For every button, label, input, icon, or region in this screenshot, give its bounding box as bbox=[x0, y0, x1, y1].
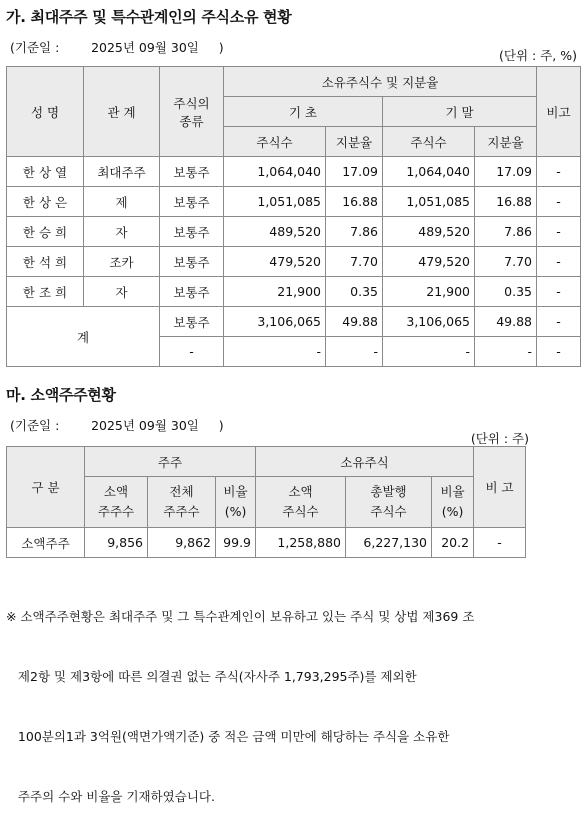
header-holders: 주주 bbox=[85, 447, 256, 477]
cell-begin-shares: - bbox=[224, 337, 326, 367]
cell-end-shares: 3,106,065 bbox=[383, 307, 475, 337]
total-label: 계 bbox=[7, 307, 160, 367]
cell-remark: - bbox=[537, 307, 581, 337]
cell-remark: - bbox=[537, 277, 581, 307]
header-issued-shares bbox=[346, 477, 432, 528]
table-row bbox=[7, 187, 581, 217]
header-total-holders-line2: 주주수 bbox=[163, 504, 200, 519]
cell-begin-ratio: 17.09 bbox=[326, 157, 383, 187]
header-end-ratio: 지분율 bbox=[475, 127, 537, 157]
total-row bbox=[7, 307, 581, 337]
cell-end-shares: - bbox=[383, 337, 475, 367]
section-1-unit: (단위 : 주, %) bbox=[499, 48, 577, 63]
footnote bbox=[6, 567, 474, 827]
section-2-unit: (단위 : 주) bbox=[470, 431, 529, 446]
cell-name: 한 조 희 bbox=[7, 277, 84, 307]
cell-end-shares: 21,900 bbox=[383, 277, 475, 307]
major-shareholder-table bbox=[6, 66, 581, 367]
header-issued-shares-line1: 총발행 bbox=[370, 484, 407, 499]
cell-name: 한 상 열 bbox=[7, 157, 84, 187]
cell-end-ratio: - bbox=[475, 337, 537, 367]
cell-minor-holders: 9,856 bbox=[85, 528, 148, 558]
section-1-title: 가. 최대주주 및 특수관계인의 주식소유 현황 bbox=[6, 8, 292, 26]
cell-begin-ratio: 16.88 bbox=[326, 187, 383, 217]
header-minor-holders-line1: 소액 bbox=[103, 484, 129, 499]
cell-relation: 최대주주 bbox=[84, 157, 160, 187]
header-category: 구 분 bbox=[7, 447, 85, 528]
header-total-holders-line1: 전체 bbox=[169, 484, 194, 499]
cell-type: 보통주 bbox=[160, 217, 224, 247]
cell-end-ratio: 7.86 bbox=[475, 217, 537, 247]
header-issued-shares-line2: 주식수 bbox=[370, 504, 407, 519]
cell-end-shares: 1,051,085 bbox=[383, 187, 475, 217]
cell-remark: - bbox=[537, 157, 581, 187]
cell-remark: - bbox=[537, 217, 581, 247]
table-row bbox=[7, 217, 581, 247]
section-1-base-date: (기준일 : 2025년 09월 30일 ) bbox=[10, 40, 224, 55]
header-begin-ratio: 지분율 bbox=[326, 127, 383, 157]
cell-remark: - bbox=[474, 528, 526, 558]
table-row bbox=[7, 528, 526, 558]
cell-remark: - bbox=[537, 337, 581, 367]
header-share-ratio-line1: 비율 bbox=[440, 484, 465, 499]
header-ownership: 소유주식수 및 지분율 bbox=[224, 67, 537, 97]
section-2-title: 마. 소액주주현황 bbox=[6, 386, 116, 404]
footnote-line: 100분의1과 3억원(액면가액기준) 중 적은 금액 미만에 해당하는 주식을 소유한 bbox=[6, 729, 450, 744]
header-stock-type-line1: 주식의 bbox=[173, 95, 210, 111]
cell-type: 보통주 bbox=[160, 307, 224, 337]
cell-issued-shares: 6,227,130 bbox=[346, 528, 432, 558]
header-stock-type bbox=[160, 67, 224, 157]
header-holder-ratio-line2: (%) bbox=[224, 504, 247, 519]
table-row bbox=[7, 157, 581, 187]
table-row bbox=[7, 247, 581, 277]
cell-end-ratio: 16.88 bbox=[475, 187, 537, 217]
cell-remark: - bbox=[537, 247, 581, 277]
header-name: 성 명 bbox=[7, 67, 84, 157]
header-minor-holders-line2: 주주수 bbox=[97, 504, 135, 519]
header-remark: 비고 bbox=[537, 67, 581, 157]
cell-type: 보통주 bbox=[160, 277, 224, 307]
cell-begin-shares: 1,051,085 bbox=[224, 187, 326, 217]
table-row bbox=[7, 277, 581, 307]
cell-begin-shares: 1,064,040 bbox=[224, 157, 326, 187]
header-end: 기 말 bbox=[383, 97, 537, 127]
cell-name: 한 승 희 bbox=[7, 217, 84, 247]
cell-begin-shares: 3,106,065 bbox=[224, 307, 326, 337]
cell-relation: 제 bbox=[84, 187, 160, 217]
header-remark: 비 고 bbox=[474, 447, 526, 528]
cell-type: 보통주 bbox=[160, 247, 224, 277]
header-stock: 소유주식 bbox=[256, 447, 474, 477]
cell-relation: 조카 bbox=[84, 247, 160, 277]
footnote-line: ※ 소액주주현황은 최대주주 및 그 특수관계인이 보유하고 있는 주식 및 상법 제369 조 bbox=[6, 609, 475, 624]
cell-name: 한 상 은 bbox=[7, 187, 84, 217]
header-minor-holders bbox=[85, 477, 148, 528]
header-minor-shares bbox=[256, 477, 346, 528]
footnote-line: 제2항 및 제3항에 따른 의결권 없는 주식(자사주 1,793,295주)를 제외한 bbox=[6, 669, 417, 684]
section-2-base-date: (기준일 : 2025년 09월 30일 ) bbox=[10, 418, 224, 433]
header-begin: 기 초 bbox=[224, 97, 383, 127]
cell-end-ratio: 17.09 bbox=[475, 157, 537, 187]
cell-type: 보통주 bbox=[160, 157, 224, 187]
cell-begin-ratio: - bbox=[326, 337, 383, 367]
cell-type: - bbox=[160, 337, 224, 367]
cell-minor-shares: 1,258,880 bbox=[256, 528, 346, 558]
cell-begin-ratio: 7.70 bbox=[326, 247, 383, 277]
header-total-holders bbox=[148, 477, 216, 528]
cell-type: 보통주 bbox=[160, 187, 224, 217]
header-share-ratio bbox=[432, 477, 474, 528]
cell-begin-ratio: 7.86 bbox=[326, 217, 383, 247]
cell-begin-shares: 479,520 bbox=[224, 247, 326, 277]
header-minor-shares-line2: 주식수 bbox=[282, 504, 319, 519]
cell-end-ratio: 0.35 bbox=[475, 277, 537, 307]
cell-end-ratio: 49.88 bbox=[475, 307, 537, 337]
header-holder-ratio-line1: 비율 bbox=[223, 484, 248, 499]
minority-shareholder-table bbox=[6, 446, 526, 558]
cell-remark: - bbox=[537, 187, 581, 217]
header-relation: 관 계 bbox=[84, 67, 160, 157]
cell-end-shares: 1,064,040 bbox=[383, 157, 475, 187]
cell-end-shares: 489,520 bbox=[383, 217, 475, 247]
cell-share-ratio: 20.2 bbox=[432, 528, 474, 558]
cell-begin-ratio: 49.88 bbox=[326, 307, 383, 337]
header-share-ratio-line2: (%) bbox=[441, 504, 464, 519]
cell-relation: 자 bbox=[84, 217, 160, 247]
cell-name: 한 석 희 bbox=[7, 247, 84, 277]
cell-category: 소액주주 bbox=[7, 528, 85, 558]
header-minor-shares-line1: 소액 bbox=[288, 484, 313, 499]
footnote-line: 주주의 수와 비율을 기재하였습니다. bbox=[6, 789, 215, 804]
cell-begin-ratio: 0.35 bbox=[326, 277, 383, 307]
cell-relation: 자 bbox=[84, 277, 160, 307]
cell-holder-ratio: 99.9 bbox=[216, 528, 256, 558]
cell-begin-shares: 21,900 bbox=[224, 277, 326, 307]
header-end-shares: 주식수 bbox=[383, 127, 475, 157]
header-begin-shares: 주식수 bbox=[224, 127, 326, 157]
header-stock-type-line2: 종류 bbox=[179, 113, 204, 129]
cell-total-holders: 9,862 bbox=[148, 528, 216, 558]
cell-end-ratio: 7.70 bbox=[475, 247, 537, 277]
cell-end-shares: 479,520 bbox=[383, 247, 475, 277]
header-holder-ratio bbox=[216, 477, 256, 528]
cell-begin-shares: 489,520 bbox=[224, 217, 326, 247]
